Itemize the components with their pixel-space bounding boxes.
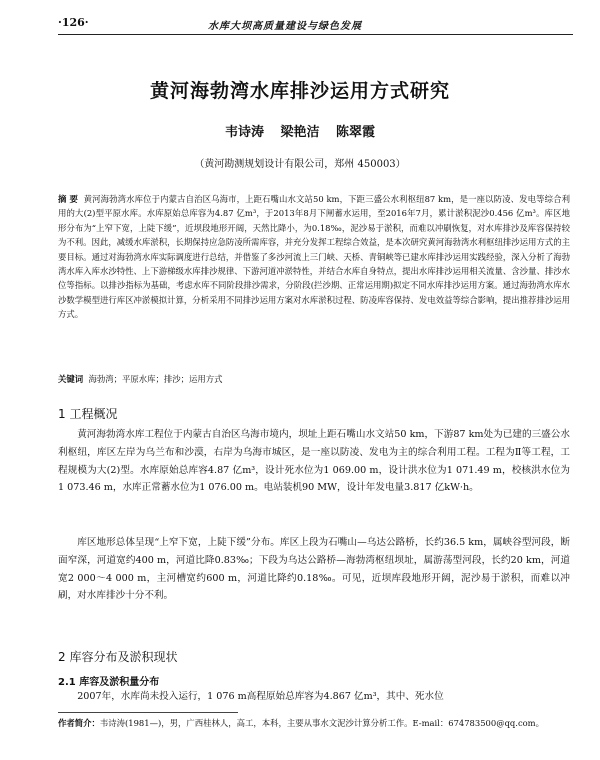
author-footnote	[58, 716, 573, 730]
article-title: 黄河海勃湾水库排沙运用方式研究	[149, 80, 450, 102]
footnote-rule	[58, 712, 238, 713]
section-2-heading: 2 库容分布及淤积现状	[58, 650, 178, 664]
section-2-1-heading: 2.1 库容及淤积量分布	[58, 677, 160, 688]
section-2-1-paragraph: 2007年，水库尚未投入运行，1 076 m高程原始总库容为4.867 亿m³，其中、死水位	[77, 691, 444, 702]
keywords	[58, 373, 570, 385]
section-1-heading: 1 工程概况	[58, 407, 118, 421]
running-header	[58, 16, 568, 32]
abstract-label: 摘 要	[58, 194, 79, 204]
footnote-label: 作者简介：	[58, 718, 100, 728]
abstract-text: 黄河海勃湾水库位于内蒙古自治区乌海市，上距石嘴山水文站50 km，下距三盛公水利枢纽87 km，是一座以防凌、发电等综合利用的大(2)型平原水库。水库原始总库容为4.87 亿m³，于2013年8月下闸蓄水运用，至2016年7月，累计淤积泥沙0.456 亿m³。库区地形分布为“上窄下宽，上陡下缓”，近坝段地形开阔，天然比降小，为0.18‰，泥沙易于淤积，而难以冲刷恢复，对水库排沙及库容保持较为不利。因此，减缓水库淤积，长期保持应急防凌所需库容，并充分发挥工程综合效益，是本次研究黄河海勃湾水利枢纽排沙运用方式的主要目标。通过对海勃湾水库实际调度进行总结，并借鉴了多沙河流上三门峡、天桥、青铜峡等已建水库排沙运用实践经验，深入分析了海勃湾水库入库水沙特性、上下游梯级水库排沙规律、下游河道冲淤特性，并结合水库自身特点，提出水库排沙运用相关流量、含沙量、排沙水位等指标。以排沙指标为基础，考虑水库不同阶段排沙需求，分阶段(拦沙期、正常运用期)拟定不同水库排沙运用方案。通过海勃湾水库水沙数学模型进行库区冲淤模拟计算，分析采用不同排沙运用方案对水库淤积过程、防凌库容保持、发电效益等综合影响，提出推荐排沙运用方式。	[58, 194, 571, 320]
page-number: ·126·	[58, 16, 89, 29]
keywords-text: 海勃湾；平原水库；排沙；运用方式	[88, 374, 223, 384]
keywords-label: 关键词	[58, 374, 84, 384]
affiliation: （黄河勘测规划设计有限公司，郑州 450003）	[194, 159, 406, 170]
section-1-paragraph-1: 黄河海勃湾水库工程位于内蒙古自治区乌海市境内，坝址上距石嘴山水文站50 km，下游87 km处为已建的三盛公水利枢纽，库区左岸为乌兰布和沙漠，右岸为乌海市城区，是一座以防凌、发电为主的综合利用工程。工程为Ⅱ等工程，工程规模为大(2)型。水库原始总库容4.87 亿m³，设计死水位为1 069.00 m，设计洪水位为1 071.49 m，校核洪水位为1 073.46 m，水库正常蓄水位为1 076.00 m。电站装机90 MW，设计年发电量3.817 亿kW·h。	[58, 429, 570, 494]
footnote-text: 韦诗涛(1981—)，男，广西桂林人，高工，本科，主要从事水文泥沙计算分析工作。E-mail：674783500@qq.com。	[99, 718, 545, 728]
section-1-paragraph-2: 库区地形总体呈现“上窄下宽，上陡下缓”分布。库区上段为石嘴山—乌达公路桥，长约36.5 km，属峡谷型河段，断面窄深，河道宽约400 m，河道比降0.83‰；下段为乌达公路桥—海勃湾枢纽坝址，属游荡型河段，长约20 km，河道宽2 000～4 000 m，主河槽宽约600 m，河道比降约0.18‰。可见，近坝库段地形开阔，泥沙易于淤积，而难以冲刷，对水库排沙十分不利。	[58, 537, 570, 602]
header-rule	[58, 34, 573, 35]
authors: 韦诗涛 梁艳洁 陈翠霞	[224, 125, 376, 140]
journal-title: 水库大坝高质量建设与绿色发展	[208, 21, 362, 32]
abstract	[58, 192, 570, 322]
